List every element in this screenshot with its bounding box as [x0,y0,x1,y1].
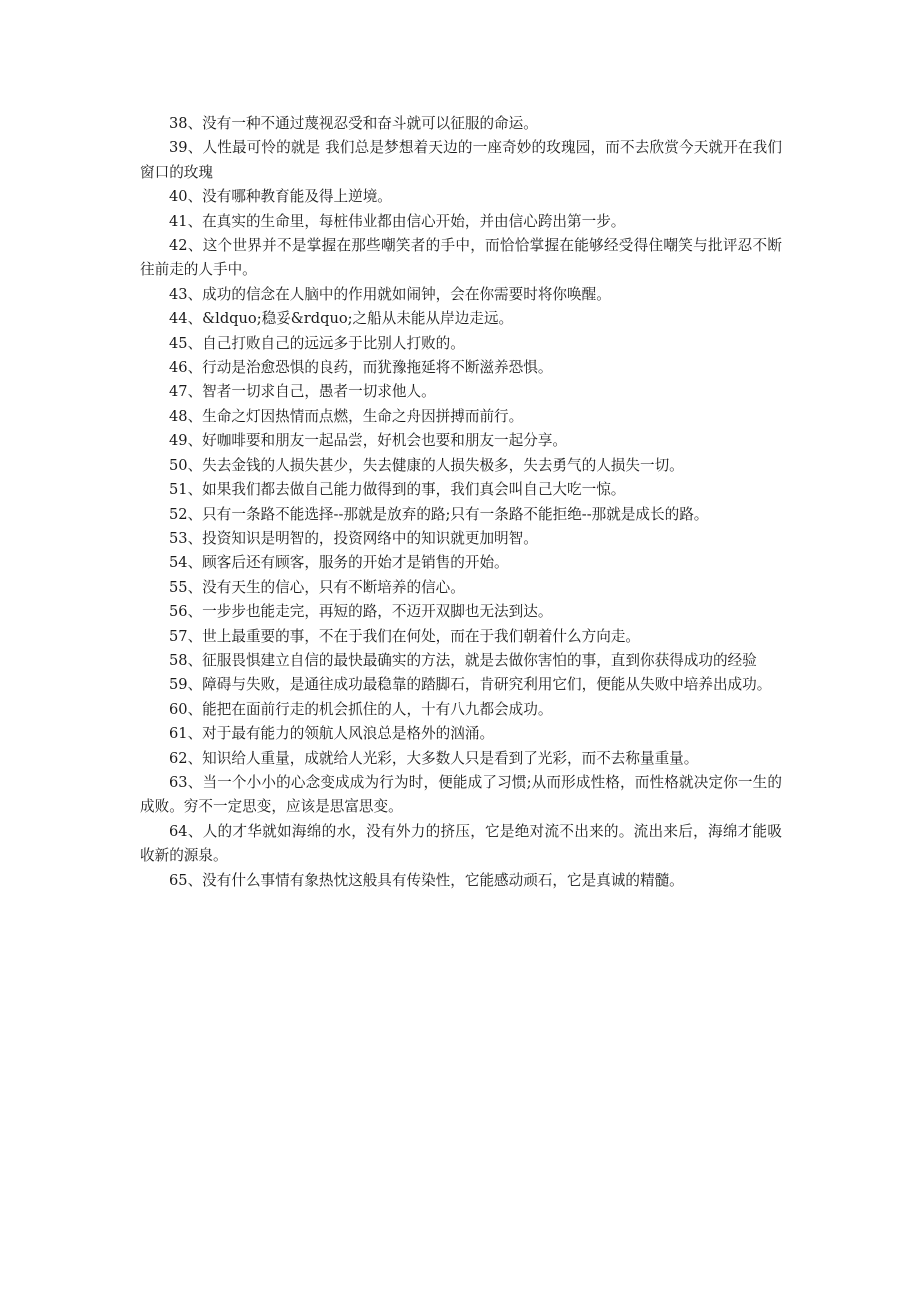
quote-paragraph: 55、没有天生的信心，只有不断培养的信心。 [169,578,465,596]
document-body [140,112,782,893]
quote-paragraph: 52、只有一条路不能选择--那就是放弃的路;只有一条路不能拒绝--那就是成长的路。 [169,505,709,523]
quote-paragraph: 45、自己打败自己的远远多于比别人打败的。 [169,334,465,352]
quote-paragraph: 58、征服畏惧建立自信的最快最确实的方法，就是去做你害怕的事，直到你获得成功的经验 [169,651,757,669]
quote-paragraph: 61、对于最有能力的领航人风浪总是格外的汹涌。 [169,725,495,743]
quote-paragraph: 49、好咖啡要和朋友一起品尝，好机会也要和朋友一起分享。 [169,432,568,450]
quote-paragraph: 40、没有哪种教育能及得上逆境。 [169,188,392,206]
quote-paragraph: 54、顾客后还有顾客，服务的开始才是销售的开始。 [169,554,509,572]
quote-paragraph: 47、智者一切求自己，愚者一切求他人。 [169,383,436,401]
quote-paragraph: 44、&ldquo;稳妥&rdquo;之船从未能从岸边走远。 [169,310,514,328]
quote-paragraph: 62、知识给人重量，成就给人光彩，大多数人只是看到了光彩，而不去称量重量。 [169,749,699,767]
quote-paragraph: 63、当一个小小的心念变成成为行为时，便能成了习惯;从而形成性格，而性格就决定你一生的成败。穷不一定思变，应该是思富思变。 [140,773,782,816]
quote-paragraph: 41、在真实的生命里，每桩伟业都由信心开始，并由信心跨出第一步。 [169,212,626,230]
quote-paragraph: 38、没有一种不通过蔑视忍受和奋斗就可以征服的命运。 [169,115,538,132]
quote-paragraph: 56、一步步也能走完，再短的路，不迈开双脚也无法到达。 [169,603,553,621]
quote-paragraph: 65、没有什么事情有象热忱这般具有传染性，它能感动顽石，它是真诚的精髓。 [169,871,684,889]
quote-paragraph: 39、人性最可怜的就是 我们总是梦想着天边的一座奇妙的玫瑰园，而不去欣赏今天就开在我们窗口的玫瑰 [140,139,782,181]
quote-paragraph: 42、这个世界并不是掌握在那些嘲笑者的手中，而恰恰掌握在能够经受得住嘲笑与批评忍不断往前走的人手中。 [140,237,782,279]
quote-paragraph: 60、能把在面前行走的机会抓住的人，十有八九都会成功。 [169,700,553,718]
quote-paragraph: 64、人的才华就如海绵的水，没有外力的挤压，它是绝对流不出来的。流出来后，海绵才能吸收新的源泉。 [140,822,782,865]
quote-paragraph: 43、成功的信念在人脑中的作用就如闹钟，会在你需要时将你唤醒。 [169,285,611,303]
quote-paragraph: 57、世上最重要的事，不在于我们在何处，而在于我们朝着什么方向走。 [169,627,640,645]
quote-paragraph: 50、失去金钱的人损失甚少，失去健康的人损失极多，失去勇气的人损失一切。 [169,456,684,474]
quote-paragraph: 46、行动是治愈恐惧的良药，而犹豫拖延将不断滋养恐惧。 [169,359,553,377]
quote-paragraph: 53、投资知识是明智的，投资网络中的知识就更加明智。 [169,529,538,547]
quote-paragraph: 48、生命之灯因热情而点燃，生命之舟因拼搏而前行。 [169,407,524,425]
quote-paragraph: 59、障碍与失败，是通往成功最稳靠的踏脚石，肯研究利用它们，便能从失败中培养出成功。 [169,676,772,694]
quote-paragraph: 51、如果我们都去做自己能力做得到的事，我们真会叫自己大吃一惊。 [169,481,626,499]
